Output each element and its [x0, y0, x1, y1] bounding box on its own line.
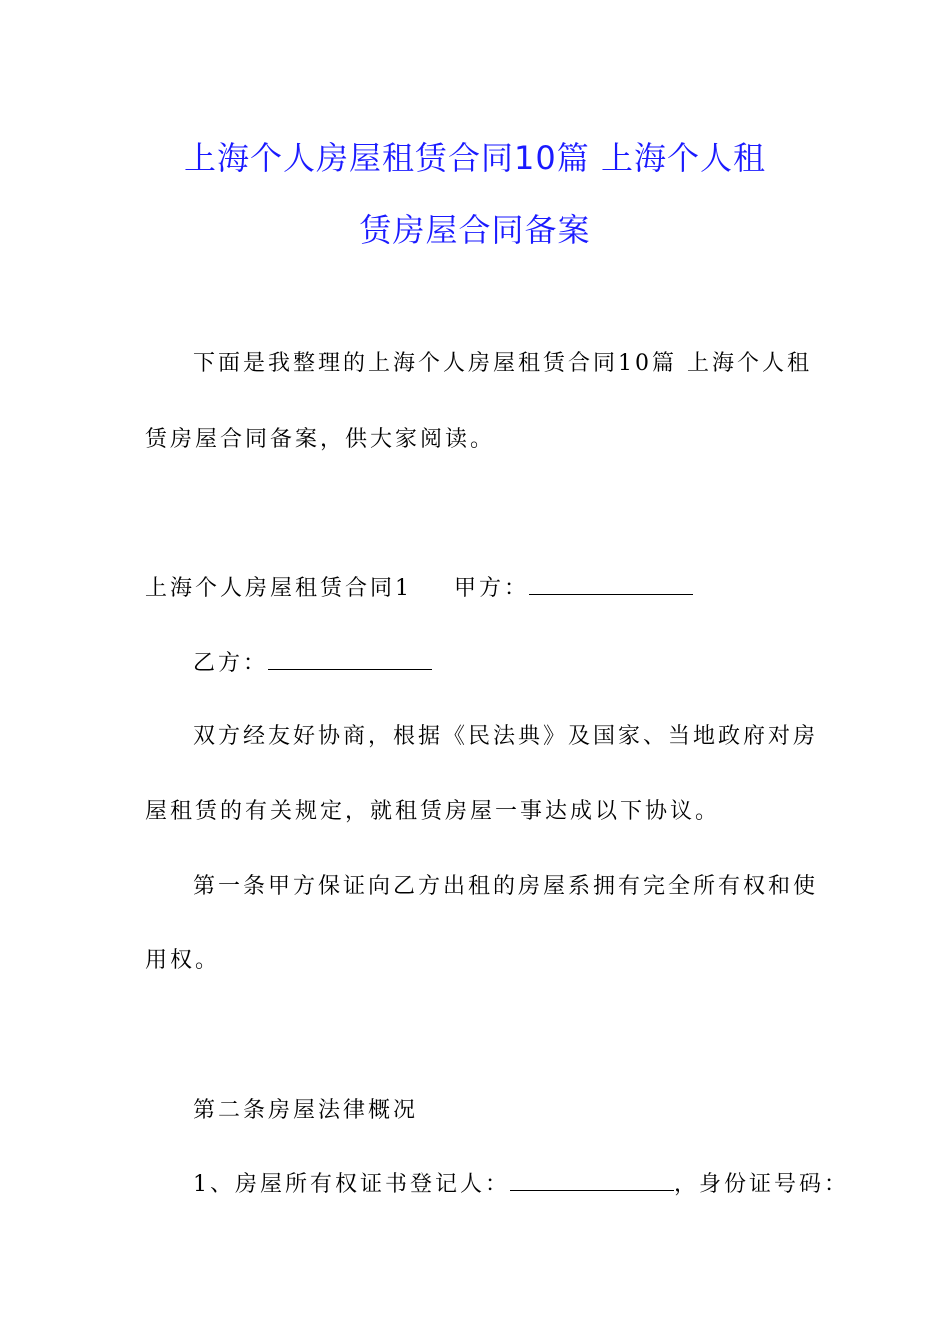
article-1-line-2: 用权。 — [145, 948, 221, 973]
item-1-suffix: ，身份证号码： — [674, 1172, 850, 1197]
document-title-line-2: 赁房屋合同备案 — [359, 211, 591, 249]
paragraph-1-line-2: 屋租赁的有关规定，就租赁房屋一事达成以下协议。 — [145, 799, 721, 824]
contract-heading: 上海个人房屋租赁合同1 — [145, 576, 412, 601]
article-1-line-1: 第一条甲方保证向乙方出租的房屋系拥有完全所有权和使 — [193, 874, 819, 899]
item-1-prefix: 1、房屋所有权证书登记人： — [193, 1172, 510, 1197]
document-title-line-1: 上海个人房屋租赁合同10篇 上海个人租 — [184, 139, 766, 177]
intro-line-2: 赁房屋合同备案，供大家阅读。 — [145, 427, 496, 452]
article-2-item-1 — [193, 1167, 849, 1198]
contract-heading-row — [145, 571, 693, 602]
intro-line-1: 下面是我整理的上海个人房屋租赁合同10篇 上海个人租 — [193, 351, 812, 376]
party-a-label: 甲方： — [454, 576, 530, 601]
registrant-blank — [510, 1170, 674, 1191]
paragraph-1-line-1: 双方经友好协商，根据《民法典》及国家、当地政府对房 — [193, 724, 819, 749]
party-b-label: 乙方： — [193, 651, 269, 676]
article-2-heading: 第二条房屋法律概况 — [193, 1098, 419, 1123]
party-b-blank — [268, 649, 432, 670]
party-a-blank — [529, 574, 693, 595]
party-b-row — [193, 646, 432, 677]
